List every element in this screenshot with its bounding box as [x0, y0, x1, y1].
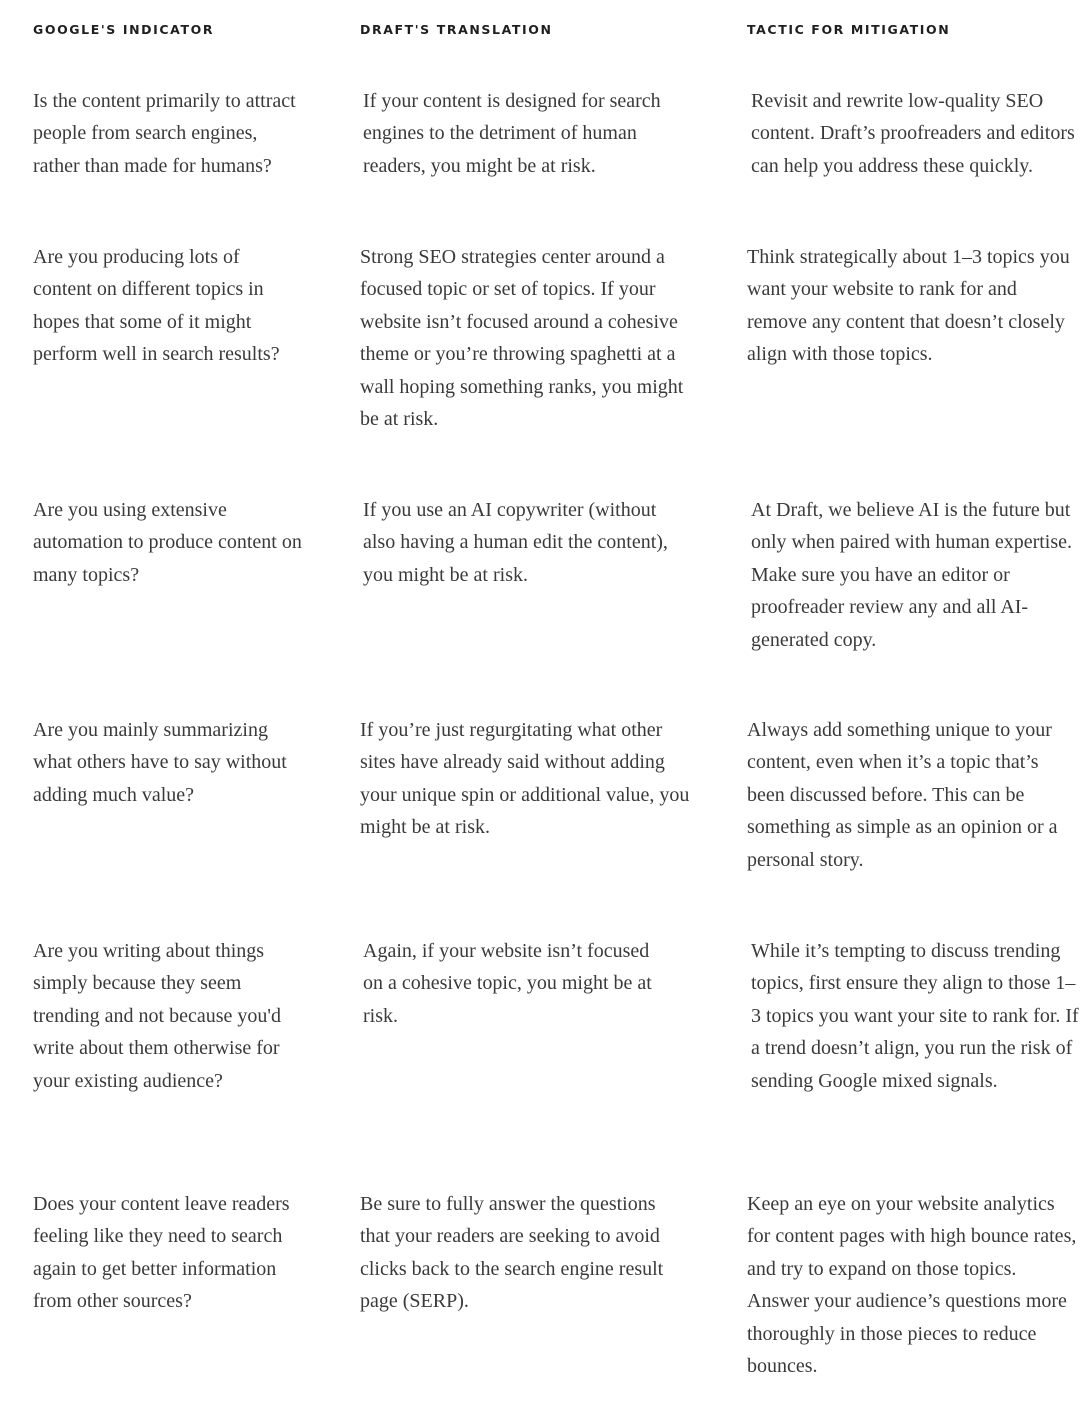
- header-draft-translation: DRAFT'S TRANSLATION: [360, 22, 553, 37]
- row-2-indicator: Are you producing lots of content on different topics in hopes that some of it might perform well in search results?: [33, 246, 280, 366]
- row-5-translation: Again, if your website isn’t focused on a cohesive topic, you might be at risk.: [363, 940, 652, 1027]
- row-4-tactic: Always add something unique to your content, even when it’s a topic that’s been discussed before. This can be something as simple as an opinion or a personal story.: [747, 719, 1058, 871]
- row-1-tactic: Revisit and rewrite low-quality SEO content. Draft’s proofreaders and editors can help you address these quickly.: [751, 90, 1075, 177]
- row-6-translation: Be sure to fully answer the questions that your readers are seeking to avoid clicks back to the search engine result page (SERP).: [360, 1193, 664, 1313]
- row-6-tactic: Keep an eye on your website analytics for content pages with high bounce rates, and try to expand on those topics. Answer your audience’s questions more thoroughly in those pieces to reduce bounces.: [747, 1193, 1077, 1378]
- row-3-translation: If you use an AI copywriter (without also having a human edit the content), you might be at risk.: [363, 499, 668, 586]
- row-3-indicator: Are you using extensive automation to produce content on many topics?: [33, 499, 302, 586]
- header-tactic-mitigation: TACTIC FOR MITIGATION: [747, 22, 951, 37]
- row-2-tactic: Think strategically about 1–3 topics you want your website to rank for and remove any content that doesn’t closely align with those topics.: [747, 246, 1070, 366]
- row-3-tactic: At Draft, we believe AI is the future but only when paired with human expertise. Make sure you have an editor or proofreader review any and all AI-generated copy.: [751, 499, 1073, 651]
- row-1-translation: If your content is designed for search engines to the detriment of human readers, you might be at risk.: [363, 90, 661, 177]
- row-5-tactic: While it’s tempting to discuss trending topics, first ensure they align to those 1–3 topics you want your site to rank for. If a trend doesn’t align, you run the risk of sending Google mixed signals.: [751, 940, 1079, 1092]
- row-1-indicator: Is the content primarily to attract people from search engines, rather than made for humans?: [33, 90, 296, 177]
- row-2-translation: Strong SEO strategies center around a focused topic or set of topics. If your website isn’t focused around a cohesive theme or you’re throwing spaghetti at a wall hoping something ranks, you might be at risk.: [360, 246, 684, 431]
- row-4-indicator: Are you mainly summarizing what others have to say without adding much value?: [33, 719, 287, 806]
- header-google-indicator: GOOGLE'S INDICATOR: [33, 22, 215, 37]
- row-4-translation: If you’re just regurgitating what other sites have already said without adding your unique spin or additional value, you might be at risk.: [360, 719, 690, 839]
- row-5-indicator: Are you writing about things simply because they seem trending and not because you'd write about them otherwise for your existing audience?: [33, 940, 281, 1092]
- row-6-indicator: Does your content leave readers feeling like they need to search again to get better information from other sources?: [33, 1193, 290, 1313]
